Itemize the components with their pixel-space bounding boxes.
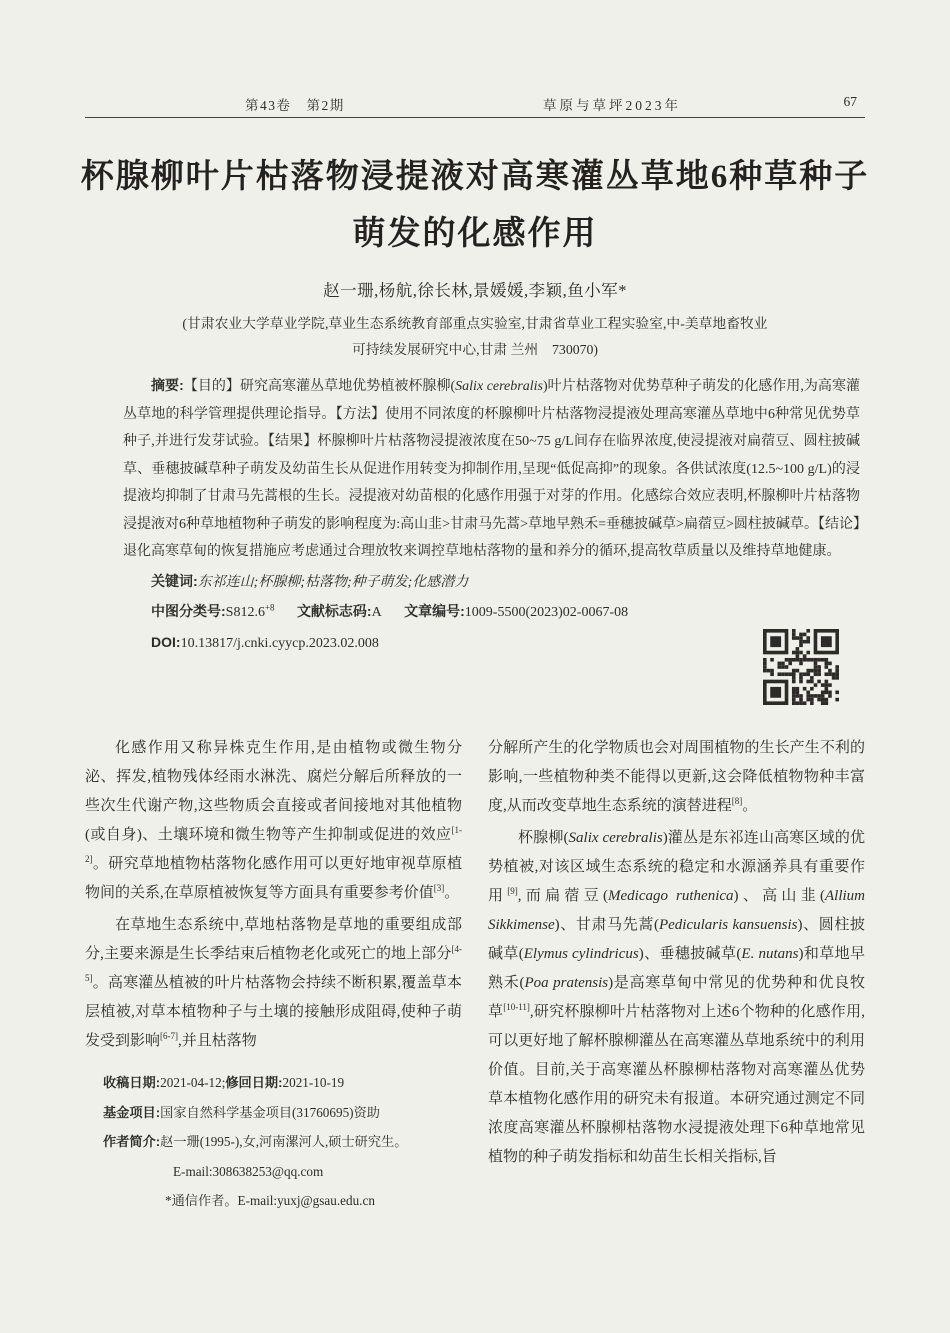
- page-header: [85, 94, 865, 112]
- footnote-fund: [85, 1100, 462, 1127]
- bio-text: 赵一珊(1995-),女,河南漯河人,硕士研究生。: [160, 1134, 408, 1150]
- article-title-line1: 杯腺柳叶片枯落物浸提液对高寒灌丛草地6种草种子: [80, 159, 870, 195]
- authors-line: 赵一珊,杨航,徐长林,景媛媛,李颖,鱼小军*: [323, 281, 627, 300]
- footnotes: [85, 1070, 462, 1215]
- affiliation-line1: (甘肃农业大学草业学院,草业生态系统教育部重点实验室,甘肃省草业工程实验室,中-美草地畜牧业: [182, 316, 768, 331]
- header-rule: [85, 117, 865, 118]
- qr-code: [763, 629, 839, 705]
- clc-label: 中图分类号:: [151, 603, 226, 619]
- keywords-label: 关键词:: [151, 572, 198, 589]
- front-matter: [123, 372, 860, 657]
- volume-issue: 第43卷 第2期: [245, 98, 345, 113]
- keywords-text: 东祁连山;杯腺柳;枯落物;种子萌发;化感潜力: [197, 574, 469, 590]
- revised-date: 2021-10-19: [282, 1075, 345, 1090]
- clc-value: S812.6: [225, 605, 265, 620]
- doi-line: [123, 629, 860, 658]
- footnote-dates: [85, 1070, 462, 1097]
- body-column-right: [488, 734, 865, 1172]
- body-paragraph: 杯腺柳(Salix cerebralis)灌丛是东祁连山高寒区域的优势植被,对该区域生态系统的稳定和水源涵养具有重要作用[9],而扁蓿豆(Medicago ruthenica)、高山韭(Allium Sikkimense)、甘肃马先蒿(Pedicularis kansuensis)、圆柱披碱草(Elymus cylindricus)、垂穗披碱草(E. nutans)和草地早熟禾(Poa pratensis)是高寒草甸中常见的优势种和优良牧草[10-11],研究杯腺柳叶片枯落物对上述6个物种的化感作用,可以更好地了解杯腺柳灌丛在高寒灌丛草地系统中的利用价值。目前,关于高寒灌丛杯腺柳枯落物对高寒灌丛优势草本植物化感作用的研究未有报道。本研究通过测定不同浓度高寒灌丛杯腺柳枯落物水浸提液处理下6种草地常见植物的种子萌发指标和幼苗生长相关指标,旨: [488, 830, 866, 1165]
- article-title: [0, 149, 950, 263]
- page-number: 67: [843, 94, 857, 109]
- body-paragraph: 分解所产生的化学物质也会对周围植物的生长产生不利的影响,一些植物种类不能得以更新,这会降低植物物种丰富度,从而改变草地生态系统的演替进程[8]。: [488, 740, 865, 814]
- fund-label: 基金项目:: [103, 1104, 161, 1120]
- footnote-email: E-mail:308638253@qq.com: [173, 1163, 324, 1179]
- affiliation-line2: 可持续发展研究中心,甘肃 兰州 730070): [351, 342, 599, 357]
- article-title-line2: 萌发的化感作用: [352, 216, 598, 252]
- footnote-corresponding: *通信作者。E-mail:yuxj@gsau.edu.cn: [165, 1193, 375, 1209]
- body-paragraph: 在草地生态系统中,草地枯落物是草地的重要组成部分,主要来源是生长季结束后植物老化或死亡的地上部分[4-5]。高寒灌丛植被的叶片枯落物会持续不断积累,覆盖草本层植被,对草本植物种子与土壤的接触形成阻碍,使种子萌发受到影响[6-7],并且枯落物: [85, 917, 462, 1049]
- abstract-paragraph: [123, 372, 860, 566]
- doi-label: DOI:: [151, 633, 181, 650]
- abstract-text: 【目的】研究高寒灌丛草地优势植被杯腺柳(Salix cerebralis)叶片枯落物对优势草种子萌发的化感作用,为高寒灌丛草地的科学管理提供理论指导。【方法】使用不同浓度的杯腺柳叶片枯落物浸提液处理高寒灌丛草地中6种常见优势草种子,并进行发芽试验。【结果】杯腺柳叶片枯落物浸提液浓度在50~75 g/L间存在临界浓度,使浸提液对扁蓿豆、圆柱披碱草、垂穗披碱草种子萌发及幼苗生长从促进作用转变为抑制作用,呈现“低促高抑”的现象。各供试浓度(12.5~100 g/L)的浸提液均抑制了甘肃马先蒿根的生长。浸提液对幼苗根的化感作用强于对芽的作用。化感综合效应表明,杯腺柳叶片枯落物浸提液对6种草地植物种子萌发的影响程度为:高山韭>甘肃马先蒿>草地早熟禾=垂穗披碱草>扁蓿豆>圆柱披碱草。【结论】退化高寒草甸的恢复措施应考虑通过合理放牧来调控草地枯落物的量和养分的循环,提高牧草质量以及维持草地健康。: [123, 379, 860, 559]
- doc-code-value: A: [371, 605, 382, 620]
- article-id-value: 1009-5500(2023)02-0067-08: [464, 605, 629, 620]
- revised-label: 修回日期:: [225, 1075, 283, 1090]
- clc-superscript: +8: [264, 602, 275, 613]
- body-column-left: [85, 734, 462, 1215]
- bio-label: 作者简介:: [103, 1134, 161, 1150]
- received-label: 收稿日期:: [103, 1075, 161, 1090]
- keywords-line: [123, 568, 860, 597]
- fund-text: 国家自然科学基金项目(31760695)资助: [160, 1104, 380, 1120]
- doc-code-label: 文献标志码:: [296, 603, 372, 619]
- classification-line: [123, 598, 860, 627]
- footnote-bio: [85, 1129, 462, 1156]
- received-date: 2021-04-12;: [160, 1075, 226, 1090]
- doi-value: 10.13817/j.cnki.cyycp.2023.02.008: [180, 635, 379, 651]
- article-id-label: 文章编号:: [404, 603, 465, 619]
- affiliation: [0, 311, 950, 363]
- abstract-label: 摘要:: [151, 377, 184, 393]
- journal-name: 草原与草坪2023年: [543, 98, 681, 113]
- body-paragraph: 化感作用又称异株克生作用,是由植物或微生物分泌、挥发,植物残体经雨水淋洗、腐烂分解后所释放的一些次生代谢产物,这些物质会直接或者间接地对其他植物(或自身)、土壤环境和微生物等产生抑制或促进的效应[1-2]。研究草地植物枯落物化感作用可以更好地审视草原植物间的关系,在草原植被恢复等方面具有重要参考价值[3]。: [85, 740, 462, 901]
